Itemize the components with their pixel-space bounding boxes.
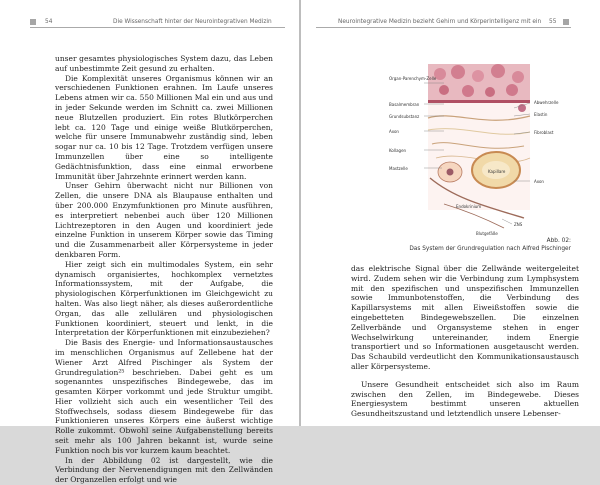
header-rule <box>316 27 571 28</box>
paragraph: Die Komplexität unseres Organismus können wir an verschiedenen Funktionen erahnen. Im Laufe unseres Lebens atmen wir ca. 550 Millionen Mal ein und aus und in jeder Sekunde werden im Schnitt ca. zwei Millionen neue Blutzellen produziert. Ein rotes Blutkörperchen lebt ca. 120 Tage und einige weiße Blutkörperchen, welche für unsere Immunabwehr zuständig sind, leben sogar nur ca. 10 bis 12 Tage. Trotzdem verfügen unsere Immunzellen über eine so intelligente Gedächtnisfunktion, dass eine einmal erworbene Immunität über Jahrzehnte erinnert werden kann. <box>55 73 273 181</box>
caption-label: Abb. 02: <box>546 238 571 244</box>
figure-label: Axon <box>389 129 399 134</box>
grundregulation-illustration <box>384 58 569 238</box>
header-square-marker <box>30 19 36 25</box>
figure-label: Endokrinium <box>456 204 482 209</box>
figure-label: ZNS <box>514 222 523 227</box>
header-rule <box>30 27 285 28</box>
paragraph: das elektrische Signal über die Zellwände weitergeleitet wird. Zudem sehen wir die Verbindung zum Lymphsystem mit den spezifischen und unspezifischen Immunzellen sowie Immunbotenstoffen, die Verbindung des Kapillarsystems mit allen Eiweißstoffen sowie die eingebetteten Bindegewebszellen. Die einzelnen Zellverbände und Organsysteme stehen in enger Wechselwirkung untereinander, indem Energie transportiert und so Informationen ausgetauscht werden. Das Schaubild verdeutlicht den Kommunikationsaustausch aller Körpersysteme. <box>351 264 579 371</box>
right-page <box>301 0 600 426</box>
paragraph: In der Abbildung 02 ist dargestellt, wie die Verbindung der Nervenendigungen mit den Zellwänden der Organzellen erfolgt und wie <box>55 455 273 485</box>
figure-label: Elastin <box>534 112 548 117</box>
running-head: Die Wissenschaft hinter der Neurointegrativen Medizin <box>113 19 272 25</box>
figure-label: Abwehrzelle <box>534 100 559 105</box>
paragraph: Unsere Gesundheit entscheidet sich also im Raum zwischen den Zellen, im Bindegewebe. Dieses Energiesystem bestimmt unseren aktuellen Gesundheitszustand und letztendlich unsere Lebenser- <box>351 379 579 419</box>
figure-label: Blutgefäße <box>476 231 498 236</box>
paragraph: unser gesamtes physiologisches System dazu, das Leben auf unbestimmte Zeit gesund zu erhalten. <box>55 54 273 73</box>
figure-label: Organ-Parenchym-Zelle <box>389 76 437 81</box>
figure-caption <box>331 238 571 253</box>
figure-label: Axon <box>534 179 544 184</box>
header-square-marker <box>563 19 569 25</box>
page-number: 54 <box>45 19 53 25</box>
figure-label: Grundsubstanz <box>389 114 420 119</box>
figure-label: Kollagen <box>389 148 407 153</box>
left-body-text <box>55 54 273 485</box>
page-number: 55 <box>549 19 557 25</box>
basal-membrane <box>428 100 530 103</box>
figure-label: Mastzelle <box>389 166 408 171</box>
right-body-text <box>351 264 579 419</box>
left-page <box>0 0 299 485</box>
running-head: Neurointegrative Medizin bezieht Gehirn und Körperintelligenz mit ein <box>338 19 542 25</box>
figure-label: Fibroblast <box>534 130 554 135</box>
caption-text: Das System der Grundregulation nach Alfred Pischinger <box>409 245 571 252</box>
paragraph: Unser Gehirn überwacht nicht nur Billionen von Zellen, die unsere DNA als Blaupause enthalten und über 200.000 Enzymfunktionen pro Minute ausführen, es interpretiert nebenbei auch über 120 Millionen Lichtrezeptoren in den Augen und koordiniert jede einzelne Funktion in unserem Körper sowie das Timing und die Zusammenarbeit aller Körpersysteme in jeder denkbaren Form. <box>55 181 273 259</box>
paragraph: Die Basis des Energie- und Informationsaustausches im menschlichen Organismus auf Zellebene hat der Wiener Arzt Alfred Pischinger als System der Grundregulation²⁵ beschrieben. Dabei geht es um sogenanntes unspezifisches Bindegewebe, das im gesamten Körper vorkommt und jede Struktur umgibt. Hier vollzieht sich auch ein wesentlicher Teil des Stoffwechsels, sodass diesem Bindegewebe für das Funktionieren unseres Körpers eine äußerst wichtige Rolle zukommt. Obwohl seine Aufgabenstellung bereits seit mehr als 100 Jahren bekannt ist, wurde seine Funktion noch bis vor kurzem kaum beachtet. <box>55 338 273 455</box>
figure-label: Basalmembran <box>389 102 420 107</box>
figure-label: Kapillare <box>488 169 506 174</box>
paragraph: Hier zeigt sich ein multimodales System, ein sehr dynamisch organisiertes, hochkomplex vernetztes Informationssystem, mit der Aufgabe, die physiologischen Körperfunktionen im Gleichgewicht zu halten. Was also liegt näher, als dieses außerordentliche Organ, das alle zellulären und physiologischen Funktionen koordiniert, steuert und lenkt, in die Interpretation der Körperfunktionen mit einzubeziehen? <box>55 259 273 338</box>
